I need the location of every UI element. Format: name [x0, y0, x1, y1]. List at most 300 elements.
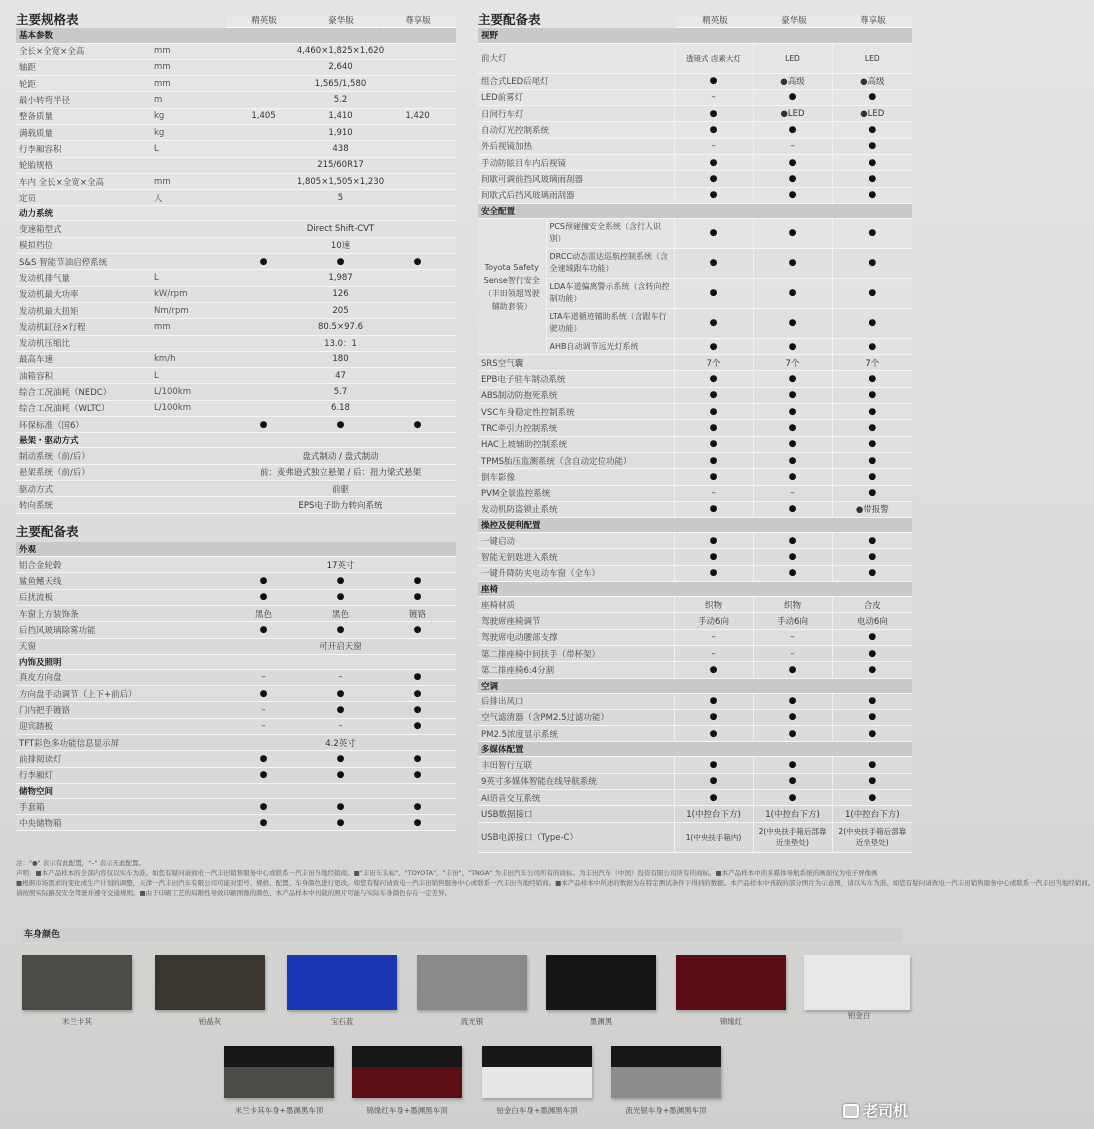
equip-value: ● [674, 73, 753, 89]
equip-row [478, 187, 912, 203]
equip-row [478, 597, 912, 613]
category-label: 内饰及照明 [16, 654, 456, 669]
equip-value: – [225, 718, 302, 734]
equip-row [478, 420, 912, 436]
category-label: 座椅 [478, 582, 912, 597]
equip-value: ● [832, 533, 912, 549]
category-label: 安全配置 [478, 203, 912, 218]
spec-unit: km/h [151, 351, 225, 367]
equip-value: ● [832, 218, 912, 248]
category-row [478, 28, 912, 43]
spec-value: 1,565/1,580 [225, 76, 456, 92]
spec-row [16, 384, 456, 400]
equip-value: ● [753, 89, 832, 105]
equip-value: – [674, 485, 753, 501]
equip-name: 前大灯 [478, 43, 674, 73]
equip-value: ● [225, 815, 302, 831]
equip-value: ● [674, 404, 753, 420]
spec-unit: kg [151, 124, 225, 140]
equip-name: LED前雾灯 [478, 89, 674, 105]
spec-value: 6.18 [225, 400, 456, 416]
spec-row [16, 286, 456, 302]
equip-value: ● [674, 436, 753, 452]
color-name: 流光银 [460, 1017, 484, 1026]
equip-value: ● [753, 154, 832, 170]
equip-value: ● [302, 751, 379, 767]
equip-value: 透镜式 卤素大灯 [674, 43, 753, 73]
spec-row [16, 190, 456, 206]
equip-value: ● [225, 686, 302, 702]
equip-value: ● [674, 387, 753, 403]
spec-row [16, 497, 456, 513]
equip-value: ● [379, 815, 456, 831]
equip-row [16, 702, 456, 718]
equip-value: ● [832, 790, 912, 806]
spec-name: 发动机压缩比 [16, 335, 151, 351]
equip-value: ● [225, 751, 302, 767]
equip-value: ● [832, 469, 912, 485]
equip-name: 第二排座椅中间扶手（带杯架） [478, 645, 674, 661]
equip-value: ● [674, 662, 753, 678]
equip-value: ● [753, 726, 832, 742]
equip-row [478, 806, 912, 822]
equip-value: ● [302, 622, 379, 638]
equip-value: – [302, 669, 379, 685]
spec-unit [151, 221, 225, 237]
equip-value: ● [753, 278, 832, 308]
footnote-line: 请按照实际路况安全驾驶并遵守交通规则。■由于印刷工艺的局限性导致印刷图像的颜色、本产品样本中刊载的照片可能与实际车身颜色存在一定差异。 [16, 889, 452, 897]
spec-value: ● [302, 254, 379, 270]
spec-value: 1,805×1,505×1,230 [225, 173, 456, 189]
equip-name: DRCC动态雷达巡航控制系统（含全速域跟车功能） [546, 248, 674, 278]
equip-row [478, 122, 912, 138]
right-column [478, 10, 912, 853]
equip-row [478, 549, 912, 565]
spec-unit: L/100km [151, 384, 225, 400]
color-name: 米兰卡其 [62, 1017, 92, 1026]
spec-unit [151, 464, 225, 480]
spec-value: 5.7 [225, 384, 456, 400]
equip-value: ● [674, 790, 753, 806]
color-name: 铂金白 [847, 1011, 871, 1020]
equip-value: 1(中控台下方) [832, 806, 912, 822]
equip-value: ● [674, 248, 753, 278]
equip-name: 铝合金轮毂 [16, 557, 225, 573]
equip-name: LDA车道偏离警示系统（含转向控制功能） [546, 278, 674, 308]
equip-row [16, 669, 456, 685]
body-color [224, 1067, 334, 1098]
category-label: 储物空间 [16, 783, 456, 798]
equip-value: ● [753, 693, 832, 709]
equip-row [478, 43, 912, 73]
equip-value: ● [302, 573, 379, 589]
color-swatch [417, 955, 527, 1010]
spec-name: 综合工况油耗（NEDC） [16, 384, 151, 400]
category-row [478, 678, 912, 693]
equip-value: 1(中控台下方) [674, 806, 753, 822]
spec-unit: mm [151, 59, 225, 75]
equip-row [478, 613, 912, 629]
equip-name: PCS预碰撞安全系统（含行人识别） [546, 218, 674, 248]
spec-name: 满载质量 [16, 124, 151, 140]
category-row [478, 742, 912, 757]
equip-value: 可开启天窗 [225, 638, 456, 654]
equip-value: ● [753, 790, 832, 806]
color-name: 流光银车身+墨渊黑车顶 [625, 1106, 707, 1115]
equip-row [478, 822, 912, 852]
equip-name: 9英寸多媒体智能在线导航系统 [478, 773, 674, 789]
equip-name: 自动灯光控制系统 [478, 122, 674, 138]
roof-color [224, 1046, 334, 1067]
equip-value: 黑色 [225, 605, 302, 621]
color-name: 米兰卡其车身+墨渊黑车顶 [234, 1106, 324, 1115]
category-label: 基本参数 [16, 28, 456, 43]
spec-unit: m [151, 92, 225, 108]
equip-name: USB数据接口 [478, 806, 674, 822]
spec-row [16, 302, 456, 318]
spec-value: ● [225, 254, 302, 270]
equip-value: ● [753, 662, 832, 678]
equip-name: 中央储物箱 [16, 815, 225, 831]
equip-value: ● [832, 549, 912, 565]
spec-unit [151, 237, 225, 253]
body-color [611, 1067, 721, 1098]
equip-value: – [225, 702, 302, 718]
spec-unit: 人 [151, 190, 225, 206]
equip-value: ● [753, 565, 832, 581]
equip-value: ● [832, 154, 912, 170]
equip-value: ● [379, 798, 456, 814]
spec-title: 主要规格表 [16, 12, 79, 27]
equip-row [16, 798, 456, 814]
spec-value: 前：麦弗逊式独立悬架 / 后：扭力梁式悬架 [225, 464, 456, 480]
equip-value: ● [753, 122, 832, 138]
spec-name: 最高车速 [16, 351, 151, 367]
equip-value: ● [674, 501, 753, 517]
category-row [16, 433, 456, 448]
equip-value: ● [674, 533, 753, 549]
equip-value: ● [753, 387, 832, 403]
equip-value: ● [225, 589, 302, 605]
spec-row [16, 76, 456, 92]
color-swatch [352, 1046, 462, 1098]
spec-unit: mm [151, 76, 225, 92]
equip-right-header [478, 10, 912, 28]
equip-value: ● [753, 248, 832, 278]
equip-value: – [674, 89, 753, 105]
equip-value: ● [832, 171, 912, 187]
category-label: 动力系统 [16, 206, 456, 221]
equip-row [478, 218, 912, 248]
spec-value: 1,405 [225, 108, 302, 124]
equip-value: ● [753, 187, 832, 203]
color-swatch [155, 955, 265, 1010]
spec-name: 全长×全宽×全高 [16, 43, 151, 59]
equip-value: ● [832, 662, 912, 678]
equip-value: ● [832, 138, 912, 154]
equip-row [16, 718, 456, 734]
equip-name: LTA车道循迹辅助系统（含跟车行驶功能） [546, 308, 674, 338]
spec-value: 126 [225, 286, 456, 302]
spec-name: 环保标准（国6） [16, 417, 151, 433]
category-label: 外观 [16, 542, 456, 557]
spec-value: ● [302, 417, 379, 433]
equip-value: ● [753, 371, 832, 387]
equip-name: 倒车影像 [478, 469, 674, 485]
equip-value: ● [753, 436, 832, 452]
equip-value: 17英寸 [225, 557, 456, 573]
equip-value: ● [674, 171, 753, 187]
spec-row [16, 221, 456, 237]
equip-value: 织物 [674, 597, 753, 613]
equip-row [16, 589, 456, 605]
equip-row [478, 171, 912, 187]
equip-value: ● [753, 404, 832, 420]
equip-row [16, 573, 456, 589]
spec-name: 车内 全长×全宽×全高 [16, 173, 151, 189]
equip-value: ●带报警 [832, 501, 912, 517]
equip-row [478, 469, 912, 485]
equip-value: ● [753, 501, 832, 517]
equip-name: 座椅材质 [478, 597, 674, 613]
equip-value: – [753, 485, 832, 501]
equip-row [16, 734, 456, 750]
equip-value: ● [753, 308, 832, 338]
equip-value: ● [674, 278, 753, 308]
equip-value: ● [379, 573, 456, 589]
equip-name: 后排出风口 [478, 693, 674, 709]
version-premium: 尊享版 [834, 15, 912, 28]
equip-value: ● [832, 89, 912, 105]
equip-name: PM2.5浓度显示系统 [478, 726, 674, 742]
equip-name: PVM全景监控系统 [478, 485, 674, 501]
color-swatch [611, 1046, 721, 1098]
category-row [478, 203, 912, 218]
equip-value: 7个 [674, 355, 753, 371]
equip-value: ●高级 [753, 73, 832, 89]
equip-value: 黑色 [302, 605, 379, 621]
spec-row [16, 319, 456, 335]
color-name: 铂晶灰 [198, 1017, 222, 1026]
equip-row [16, 751, 456, 767]
equip-row [478, 355, 912, 371]
equip-value: ● [379, 718, 456, 734]
color-name: 锦缘红车身+墨渊黑车顶 [366, 1106, 448, 1115]
spec-unit [151, 480, 225, 496]
spec-name: 发动机最大功率 [16, 286, 151, 302]
spec-row [16, 92, 456, 108]
spec-name: 驱动方式 [16, 480, 151, 496]
spec-name: 悬架系统（前/后） [16, 464, 151, 480]
roof-color [611, 1046, 721, 1067]
spec-value: 205 [225, 302, 456, 318]
equip-value: – [225, 669, 302, 685]
equip-value: ● [302, 815, 379, 831]
spec-value: 5.2 [225, 92, 456, 108]
color-name: 锦缘红 [719, 1017, 743, 1026]
spec-row [16, 480, 456, 496]
equip-value: ● [753, 420, 832, 436]
equip-value: ● [379, 669, 456, 685]
equip-name: 迎宾踏板 [16, 718, 225, 734]
equip-name: AHB自动调节远光灯系统 [546, 338, 674, 354]
equip-name: 天窗 [16, 638, 225, 654]
equip-value: ● [832, 371, 912, 387]
spec-value: 180 [225, 351, 456, 367]
spec-name: 轮胎规格 [16, 157, 151, 173]
equip-value: ● [225, 622, 302, 638]
equip-left-title: 主要配备表 [16, 523, 79, 539]
equip-value: 2(中央扶手箱后部靠近坐垫处) [753, 822, 832, 852]
equip-value: ● [753, 533, 832, 549]
spec-row [16, 237, 456, 253]
version-elite: 精英版 [226, 15, 302, 28]
spec-name: 轮距 [16, 76, 151, 92]
version-elite: 精英版 [676, 15, 754, 28]
spec-row [16, 59, 456, 75]
spec-value: 前驱 [225, 480, 456, 496]
spec-value: 13.0：1 [225, 335, 456, 351]
equip-value: ● [379, 589, 456, 605]
color-name: 宝石蓝 [330, 1017, 354, 1026]
spec-unit: mm [151, 43, 225, 59]
equip-value: LED [753, 43, 832, 73]
equip-value: ● [832, 709, 912, 725]
equip-value: ● [225, 767, 302, 783]
equip-value: ● [674, 154, 753, 170]
equip-value: ● [674, 371, 753, 387]
equip-row [478, 693, 912, 709]
color-swatch [546, 955, 656, 1010]
color-name: 墨渊黑 [589, 1017, 613, 1026]
body-color [482, 1067, 592, 1098]
equip-name: 日间行车灯 [478, 106, 674, 122]
spec-unit [151, 497, 225, 513]
equip-name: 间歇可调前挡风玻璃雨刮器 [478, 171, 674, 187]
spec-unit [151, 417, 225, 433]
equip-name: AI语音交互系统 [478, 790, 674, 806]
equip-value: ● [753, 171, 832, 187]
spec-name: 转向系统 [16, 497, 151, 513]
equip-value: ●LED [832, 106, 912, 122]
category-row [16, 542, 456, 557]
equip-value: – [674, 138, 753, 154]
color-swatch [804, 955, 910, 1010]
category-label: 悬架・驱动方式 [16, 433, 456, 448]
equip-right-table [478, 28, 912, 853]
equip-value: ● [379, 686, 456, 702]
spec-row [16, 400, 456, 416]
equip-value: 4.2英寸 [225, 734, 456, 750]
spec-row [16, 157, 456, 173]
spec-value: 1,410 [302, 108, 379, 124]
spec-value: ● [379, 417, 456, 433]
equip-value: ● [753, 757, 832, 773]
equip-row [16, 638, 456, 654]
equip-name: 组合式LED后尾灯 [478, 73, 674, 89]
equip-row [478, 154, 912, 170]
spec-unit: L [151, 141, 225, 157]
equip-value: ● [674, 420, 753, 436]
spec-unit: kg [151, 108, 225, 124]
equip-row [478, 709, 912, 725]
equip-value: ● [674, 452, 753, 468]
equip-value: 2(中央扶手箱后部靠近坐垫处) [832, 822, 912, 852]
category-label: 空调 [478, 678, 912, 693]
equip-value: ● [832, 387, 912, 403]
equip-value: 合皮 [832, 597, 912, 613]
version-luxury: 豪华版 [303, 15, 379, 28]
equip-value: – [753, 629, 832, 645]
equip-row [478, 436, 912, 452]
spec-row [16, 464, 456, 480]
equip-row [478, 371, 912, 387]
equip-value: ● [832, 629, 912, 645]
category-label: 多媒体配置 [478, 742, 912, 757]
spec-name: 轴距 [16, 59, 151, 75]
equip-name: 驾驶席座椅调节 [478, 613, 674, 629]
spec-value: 5 [225, 190, 456, 206]
equip-value: ● [674, 338, 753, 354]
category-row [16, 783, 456, 798]
equip-row [478, 790, 912, 806]
spec-unit [151, 157, 225, 173]
category-row [478, 518, 912, 533]
equip-left-table [16, 542, 456, 832]
spec-name: 模拟档位 [16, 237, 151, 253]
spec-value: 2,640 [225, 59, 456, 75]
equip-value: ● [379, 767, 456, 783]
equip-row [16, 815, 456, 831]
equip-value: ● [302, 702, 379, 718]
equip-value: ● [753, 773, 832, 789]
equip-value: ● [674, 106, 753, 122]
spec-unit [151, 254, 225, 270]
equip-value: ● [302, 767, 379, 783]
equip-name: 真皮方向盘 [16, 669, 225, 685]
equip-value: ●高级 [832, 73, 912, 89]
equip-value: 镀铬 [379, 605, 456, 621]
category-row [16, 28, 456, 43]
spec-row [16, 108, 456, 124]
equip-value: ● [753, 469, 832, 485]
spec-value: 1,420 [379, 108, 456, 124]
equip-name: 前排阅读灯 [16, 751, 225, 767]
spec-value: ● [225, 417, 302, 433]
equip-value: ● [753, 338, 832, 354]
equip-value: ● [674, 549, 753, 565]
equip-name: 车窗上方装饰条 [16, 605, 225, 621]
equip-row [478, 404, 912, 420]
equip-value: ● [832, 565, 912, 581]
spec-name: S&S 智能节油启停系统 [16, 254, 151, 270]
equip-name: 驾驶席电动腰部支撑 [478, 629, 674, 645]
spec-value: 80.5×97.6 [225, 319, 456, 335]
equip-value: ● [832, 645, 912, 661]
spec-unit [151, 448, 225, 464]
category-row [16, 654, 456, 669]
equip-row [16, 622, 456, 638]
equip-row [478, 662, 912, 678]
body-color [352, 1067, 462, 1098]
spec-unit: L/100km [151, 400, 225, 416]
spec-value: EPS电子助力转向系统 [225, 497, 456, 513]
left-column [16, 10, 456, 831]
car-logo-icon [843, 1104, 859, 1118]
watermark [843, 1100, 908, 1121]
equip-value: 电动6向 [832, 613, 912, 629]
equip-value: 7个 [753, 355, 832, 371]
